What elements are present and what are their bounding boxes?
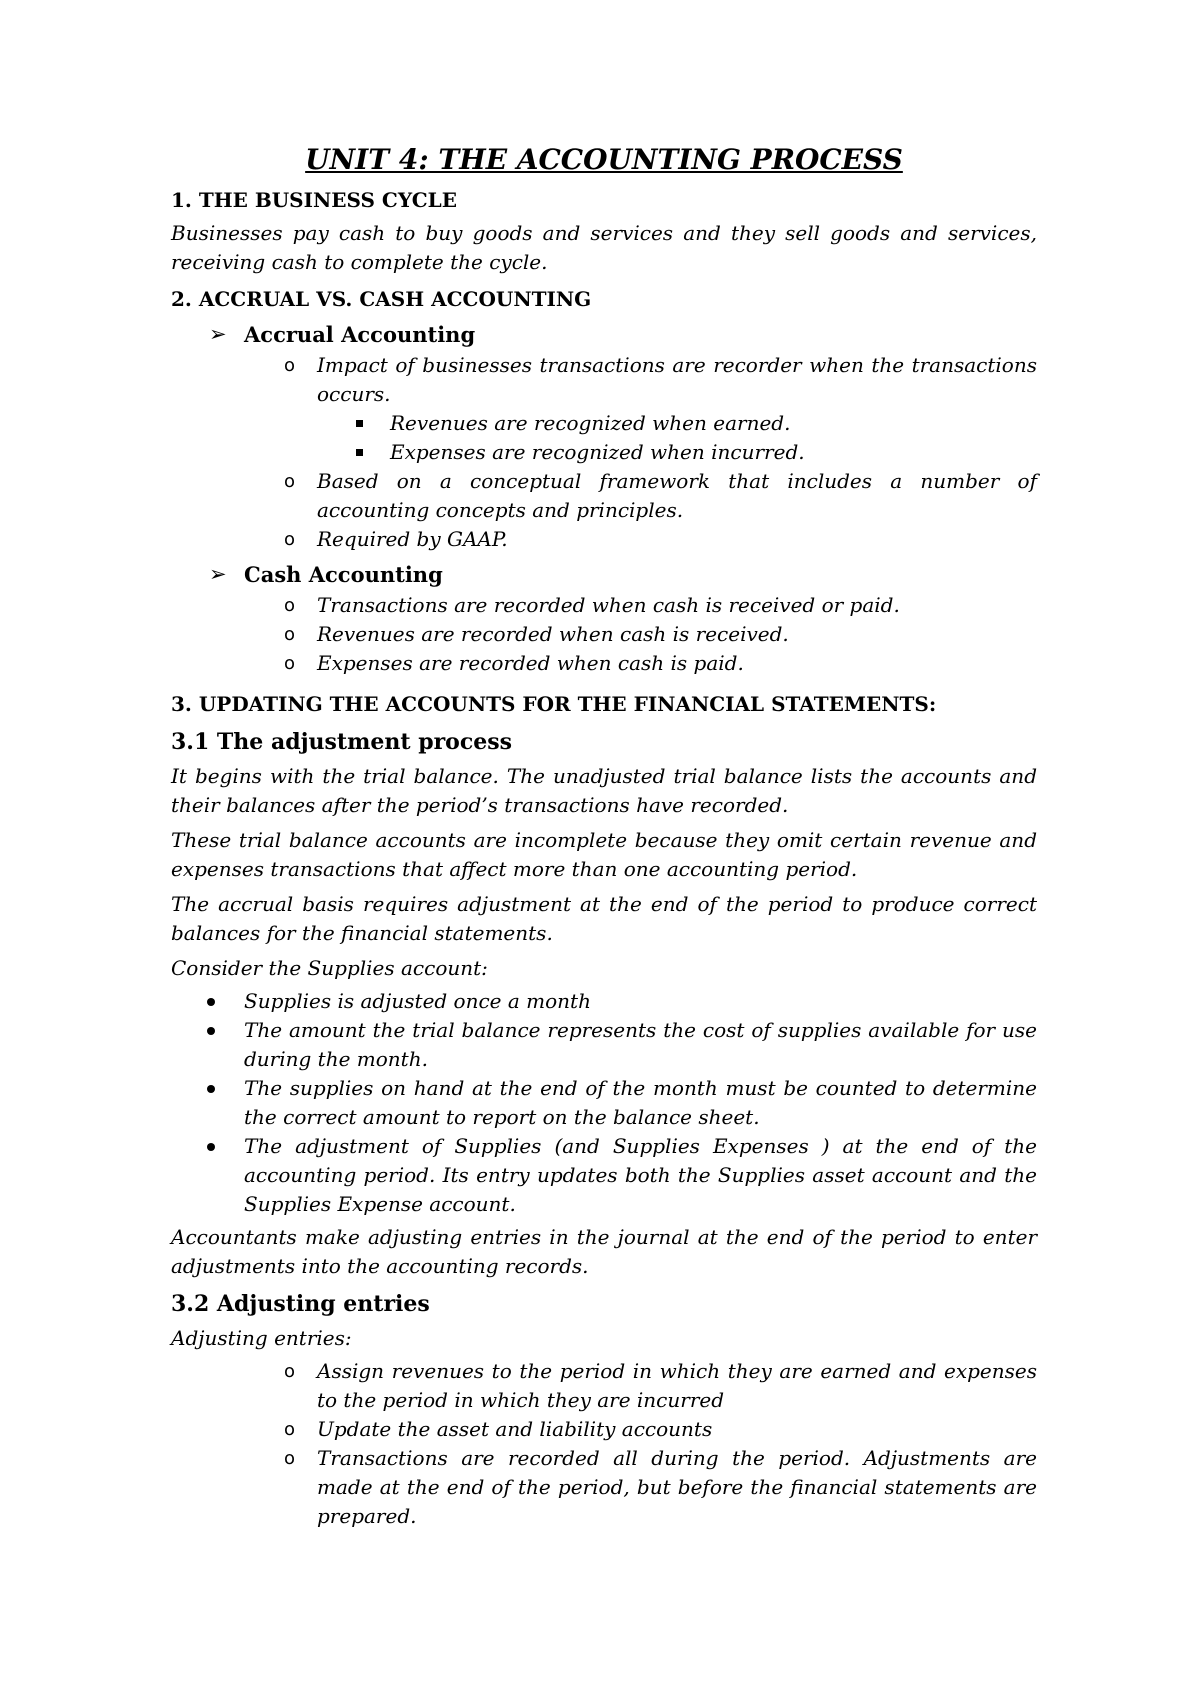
- circle-bullet-icon: o: [284, 355, 296, 376]
- list-item-text: Impact of businesses transactions are recorder when the transactions occurs.: [317, 353, 1037, 406]
- list-item-text: Supplies is adjusted once a month: [244, 989, 591, 1013]
- dot-bullet-icon: [207, 998, 215, 1006]
- circle-bullet-icon: o: [284, 1419, 296, 1440]
- paragraph: It begins with the trial balance. The unadjusted trial balance lists the accounts and their balances after the period’s transactions have recorded.: [171, 764, 1037, 817]
- list-item-text: Transactions are recorded all during the period. Adjustments are made at the end of the period, but before the financial statements are prepared.: [317, 1446, 1037, 1528]
- list-item-text: Update the asset and liability accounts: [317, 1417, 713, 1441]
- square-bullet-icon: [356, 449, 363, 456]
- circle-bullet-icon: o: [284, 624, 296, 645]
- arrow-bullet-icon: ➢: [209, 562, 227, 586]
- list-item: [171, 1444, 1037, 1531]
- accrual-accounting-item: [171, 320, 1037, 349]
- paragraph: The accrual basis requires adjustment at the end of the period to produce correct balances for the financial statements.: [171, 892, 1037, 945]
- list-item-text: The amount the trial balance represents the cost of supplies available for use during the month.: [244, 1018, 1037, 1071]
- list-item: [171, 1357, 1037, 1415]
- list-item: [171, 409, 1037, 438]
- dot-bullet-icon: [207, 1027, 215, 1035]
- list-item: [171, 467, 1037, 525]
- paragraph: Adjusting entries:: [171, 1326, 352, 1350]
- list-item-text: Based on a conceptual framework that includes a number of accounting concepts and principles.: [317, 469, 1037, 522]
- cash-accounting-label: Cash Accounting: [244, 562, 443, 587]
- cash-accounting-item: [171, 560, 1037, 589]
- list-item: [171, 1016, 1037, 1074]
- paragraph: These trial balance accounts are incomplete because they omit certain revenue and expenses transactions that affect more than one accounting period.: [171, 828, 1037, 881]
- arrow-bullet-icon: ➢: [209, 322, 227, 346]
- circle-bullet-icon: o: [284, 529, 296, 550]
- accrual-accounting-label: Accrual Accounting: [244, 322, 476, 347]
- list-item: [171, 620, 1037, 649]
- list-item: [171, 351, 1037, 409]
- subsection-3-1-heading: 3.1 The adjustment process: [171, 729, 512, 755]
- dot-bullet-icon: [207, 1085, 215, 1093]
- square-bullet-icon: [356, 420, 363, 427]
- list-item: [171, 1074, 1037, 1132]
- list-item: [171, 987, 1037, 1016]
- document-title: UNIT 4: THE ACCOUNTING PROCESS: [305, 143, 903, 176]
- section-3-heading: 3. UPDATING THE ACCOUNTS FOR THE FINANCIAL STATEMENTS:: [171, 692, 937, 716]
- list-item-text: Revenues are recognized when earned.: [390, 411, 791, 435]
- circle-bullet-icon: o: [284, 1361, 296, 1382]
- list-item: [171, 1415, 1037, 1444]
- list-item: [171, 1132, 1037, 1219]
- circle-bullet-icon: o: [284, 653, 296, 674]
- list-item: [171, 649, 1037, 678]
- paragraph: Accountants make adjusting entries in the journal at the end of the period to enter adjustments into the accounting records.: [171, 1225, 1037, 1278]
- list-item: [171, 438, 1037, 467]
- dot-bullet-icon: [207, 1143, 215, 1151]
- list-item-text: Assign revenues to the period in which they are earned and expenses to the period in which they are incurred: [317, 1359, 1037, 1412]
- circle-bullet-icon: o: [284, 595, 296, 616]
- list-item-text: The adjustment of Supplies (and Supplies Expenses ) at the end of the accounting period. Its entry updates both the Supplies asset account and the Supplies Expense account.: [244, 1134, 1037, 1216]
- list-item: [171, 591, 1037, 620]
- list-item-text: The supplies on hand at the end of the month must be counted to determine the correct amount to report on the balance sheet.: [244, 1076, 1037, 1129]
- list-item-text: Required by GAAP.: [317, 527, 508, 551]
- section-1-text: Businesses pay cash to buy goods and services and they sell goods and services, receiving cash to complete the cycle.: [171, 221, 1037, 274]
- section-2-heading: 2. ACCRUAL VS. CASH ACCOUNTING: [171, 287, 592, 311]
- circle-bullet-icon: o: [284, 471, 296, 492]
- list-item-text: Expenses are recorded when cash is paid.: [317, 651, 744, 675]
- list-item-text: Expenses are recognized when incurred.: [390, 440, 805, 464]
- subsection-3-2-heading: 3.2 Adjusting entries: [171, 1291, 430, 1317]
- list-item-text: Revenues are recorded when cash is received.: [317, 622, 789, 646]
- paragraph: Consider the Supplies account:: [171, 956, 488, 980]
- list-item: [171, 525, 1037, 554]
- circle-bullet-icon: o: [284, 1448, 296, 1469]
- section-1-heading: 1. THE BUSINESS CYCLE: [171, 188, 457, 212]
- list-item-text: Transactions are recorded when cash is received or paid.: [317, 593, 900, 617]
